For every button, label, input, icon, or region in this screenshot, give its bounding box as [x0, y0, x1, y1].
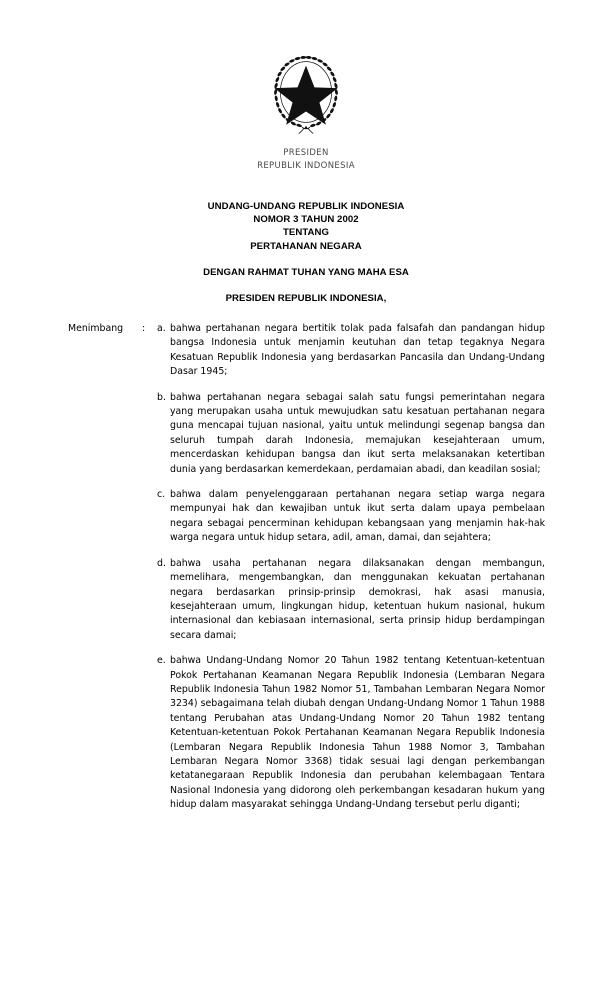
title-line-subject: PERTAHANAN NEGARA — [250, 240, 362, 252]
considering-item-text: bahwa dalam penyelenggaraan pertahanan negara setiap warga negara mempunyai hak dan kewajiban untuk ikut serta dalam upaya pembelaan negara sebagai pencerminan kehidupan kebangsaan yang menjamin hak-hak warga negara untuk hidup setara, adil, aman, damai, dan sejahtera; — [170, 489, 545, 544]
presidential-seal-star-in-wreath-icon — [258, 44, 354, 140]
considering-item-marker: e. — [157, 655, 166, 667]
considering-item-text: bahwa pertahanan negara sebagai salah satu fungsi pemerintahan negara yang merupakan usaha untuk mewujudkan satu kesatuan pertahanan negara guna mencapai tujuan nasional, yaitu untuk melindungi segenap bangsa dan seluruh tumpah darah Indonesia, memajukan kesejahteraan umum, mencerdaskan kehidupan bangsa dan ikut serta melaksanakan ketertiban dunia yang berdasarkan kemerdekaan, perdamaian abadi, dan keadilan sosial; — [170, 391, 545, 475]
considering-item — [0, 391, 612, 477]
document-title-block — [0, 200, 612, 305]
considering-label: Menimbang — [68, 323, 124, 334]
considering-item-text: bahwa pertahanan negara bertitik tolak pada falsafah dan pandangan hidup bangsa Indonesia untuk menjamin keutuhan dan tetap tegaknya Negara Kesatuan Republik Indonesia yang berdasarkan Pancasila dan Undang-Undang Dasar 1945; — [170, 323, 545, 378]
considering-item-list — [0, 322, 612, 813]
considering-item-marker: d. — [157, 557, 166, 569]
letterhead-caption-line-2: REPUBLIK INDONESIA — [257, 160, 355, 171]
title-spacer-2 — [0, 279, 612, 292]
title-line-about: TENTANG — [282, 227, 329, 239]
title-spacer-1 — [0, 253, 612, 266]
considering-item-text: bahwa Undang-Undang Nomor 20 Tahun 1982 tentang Ketentuan-ketentuan Pokok Pertahanan Keamanan Negara Republik Indonesia (Lembaran Negara Republik Indonesia Tahun 1982 Nomor 51, Tambahan Lembaran Negara Nomor 3234) sebagaimana telah diubah dengan Undang-Undang Nomor 1 Tahun 1988 tentang Perubahan atas Undang-Undang Nomor 20 Tahun 1982 tentang Ketentuan-ketentuan Pokok Pertahanan Keamanan Negara Republik Indonesia (Lembaran Negara Republik Indonesia Tahun 1988 Nomor 3, Tambahan Lembaran Negara Nomor 3368) tidak sesuai lagi dengan perkembangan ketatanegaraan Republik Indonesia dan perubahan kelembagaan Tentara Nasional Indonesia yang didorong oleh perkembangan kesadaran hukum yang hidup dalam masyarakat sehingga Undang-Undang tersebut perlu diganti; — [170, 655, 545, 811]
considering-item — [0, 322, 612, 380]
considering-item-marker: c. — [157, 489, 166, 501]
title-line-law-name: UNDANG-UNDANG REPUBLIK INDONESIA — [207, 201, 405, 212]
title-line-blessing: DENGAN RAHMAT TUHAN YANG MAHA ESA — [203, 266, 409, 278]
considering-item-marker: b. — [157, 391, 166, 403]
letterhead-caption-line-1: PRESIDEN — [283, 148, 329, 158]
title-line-authority: PRESIDEN REPUBLIK INDONESIA, — [225, 293, 387, 305]
considering-item — [0, 654, 612, 812]
considering-item-text: bahwa usaha pertahanan negara dilaksanakan dengan membangun, memelihara, mengembangkan, dan menggunakan kekuatan pertahanan negara berdasarkan prinsip-prinsip demokrasi, hak asasi manusia, kesejahteraan umum, lingkungan hidup, ketentuan hukum nasional, hukum internasional dan kebiasaan internasional, serta prinsip hidup berdampingan secara damai; — [170, 557, 545, 641]
title-line-number-year: NOMOR 3 TAHUN 2002 — [253, 214, 359, 226]
considering-item — [0, 488, 612, 546]
considering-item-marker: a. — [157, 323, 166, 334]
considering-item — [0, 557, 612, 643]
letterhead-caption — [0, 147, 612, 172]
considering-section — [0, 322, 612, 813]
considering-colon: : — [142, 323, 146, 334]
letterhead — [0, 44, 612, 172]
